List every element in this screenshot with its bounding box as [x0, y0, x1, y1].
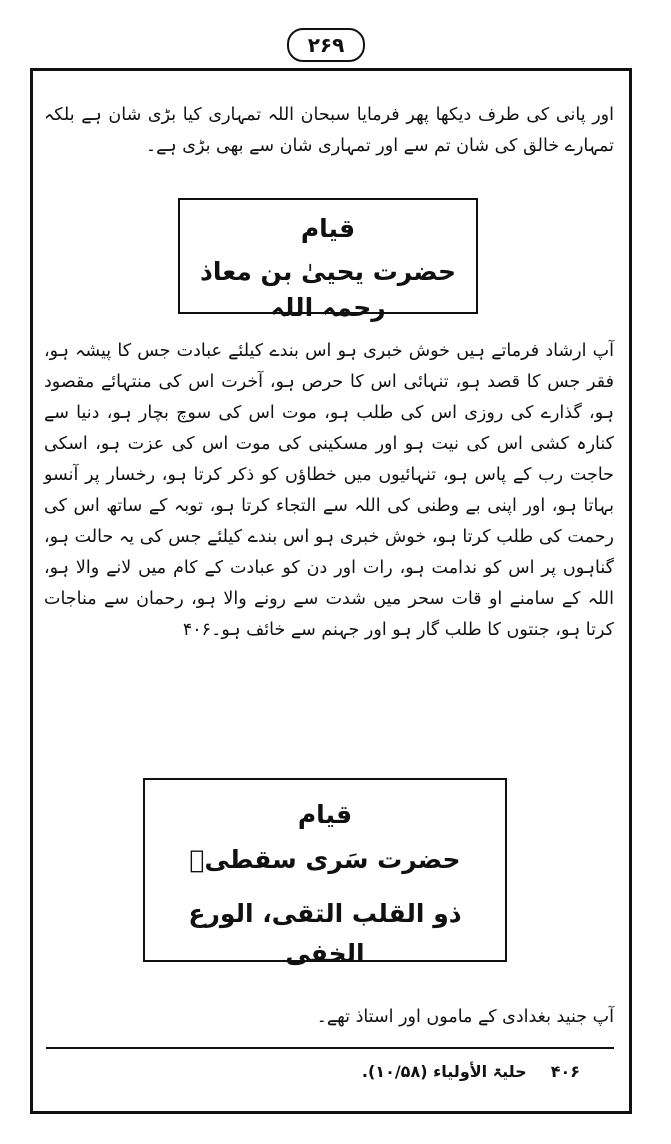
section-heading: قیام — [300, 214, 356, 243]
footnote — [200, 1062, 580, 1081]
section-title-box-sari — [143, 778, 507, 968]
section-title-box-yahya — [178, 198, 478, 322]
saint-name: حضرت سَری سقطیؒ — [189, 845, 461, 874]
page-number: ۲۶۹ — [287, 28, 365, 62]
saint-epithet: ذو القلب التقی، الورع الخفی — [188, 899, 462, 968]
saint-name: حضرت یحییٰ بن معاذ رحمہ اللہ — [199, 257, 457, 322]
footnote-number: ۴۰۶ — [550, 1062, 580, 1081]
sari-paragraph: آپ جنید بغدادی کے ماموں اور استاذ تھے۔ — [316, 1007, 614, 1027]
section-heading: قیام — [297, 800, 353, 829]
footnote-divider — [46, 1047, 614, 1049]
yahya-paragraph: آپ ارشاد فرماتے ہیں خوش خبری ہو اس بندے کیلئے عبادت جس کا پیشہ ہو، فقر جس کا قصد ہو، تنہائی اس کا حرص ہو، آخرت اس کی منتہائے مقصود ہو، گذارے کی روزی اس کی طلب ہو، موت اس کی سوچ بچار ہو، دنیا سے کنارہ کشی اس کی نیت ہو اور مسکینی کی موت اس کی عزت ہو، اسکی حاجت رب کے پاس ہو، تنہائیوں میں خطاؤں کو ذکر کرتا ہو، رخسار پر آنسو بہاتا ہو، اور اپنی بے وطنی کی اللہ سے التجاء کرتا ہو، توبہ کے ساتھ اس کی رحمت کی طلب کرتا ہو، خوش خبری ہو اس بندے کیلئے جس کی یہ حالت ہو، گناہوں پر اس کو ندامت ہو، رات اور دن کو عبادت کے کام میں لانے والا ہو، اللہ کے سامنے او قات سحر میں شدت سے رونے والا ہو، رحمان سے مناجات کرتا ہو، جنتوں کا طلب گار ہو اور جہنم سے خائف ہو۔۴۰۶ — [44, 341, 614, 640]
intro-paragraph: اور پانی کی طرف دیکھا پھر فرمایا سبحان اللہ تمہاری کیا بڑی شان ہے بلکہ تمہارے خالق کی شان تم سے اور تمہاری شان سے بھی بڑی ہے۔ — [44, 105, 614, 156]
footnote-reference: حلیۃ الأولیاء (۱۰/۵۸). — [361, 1062, 527, 1081]
